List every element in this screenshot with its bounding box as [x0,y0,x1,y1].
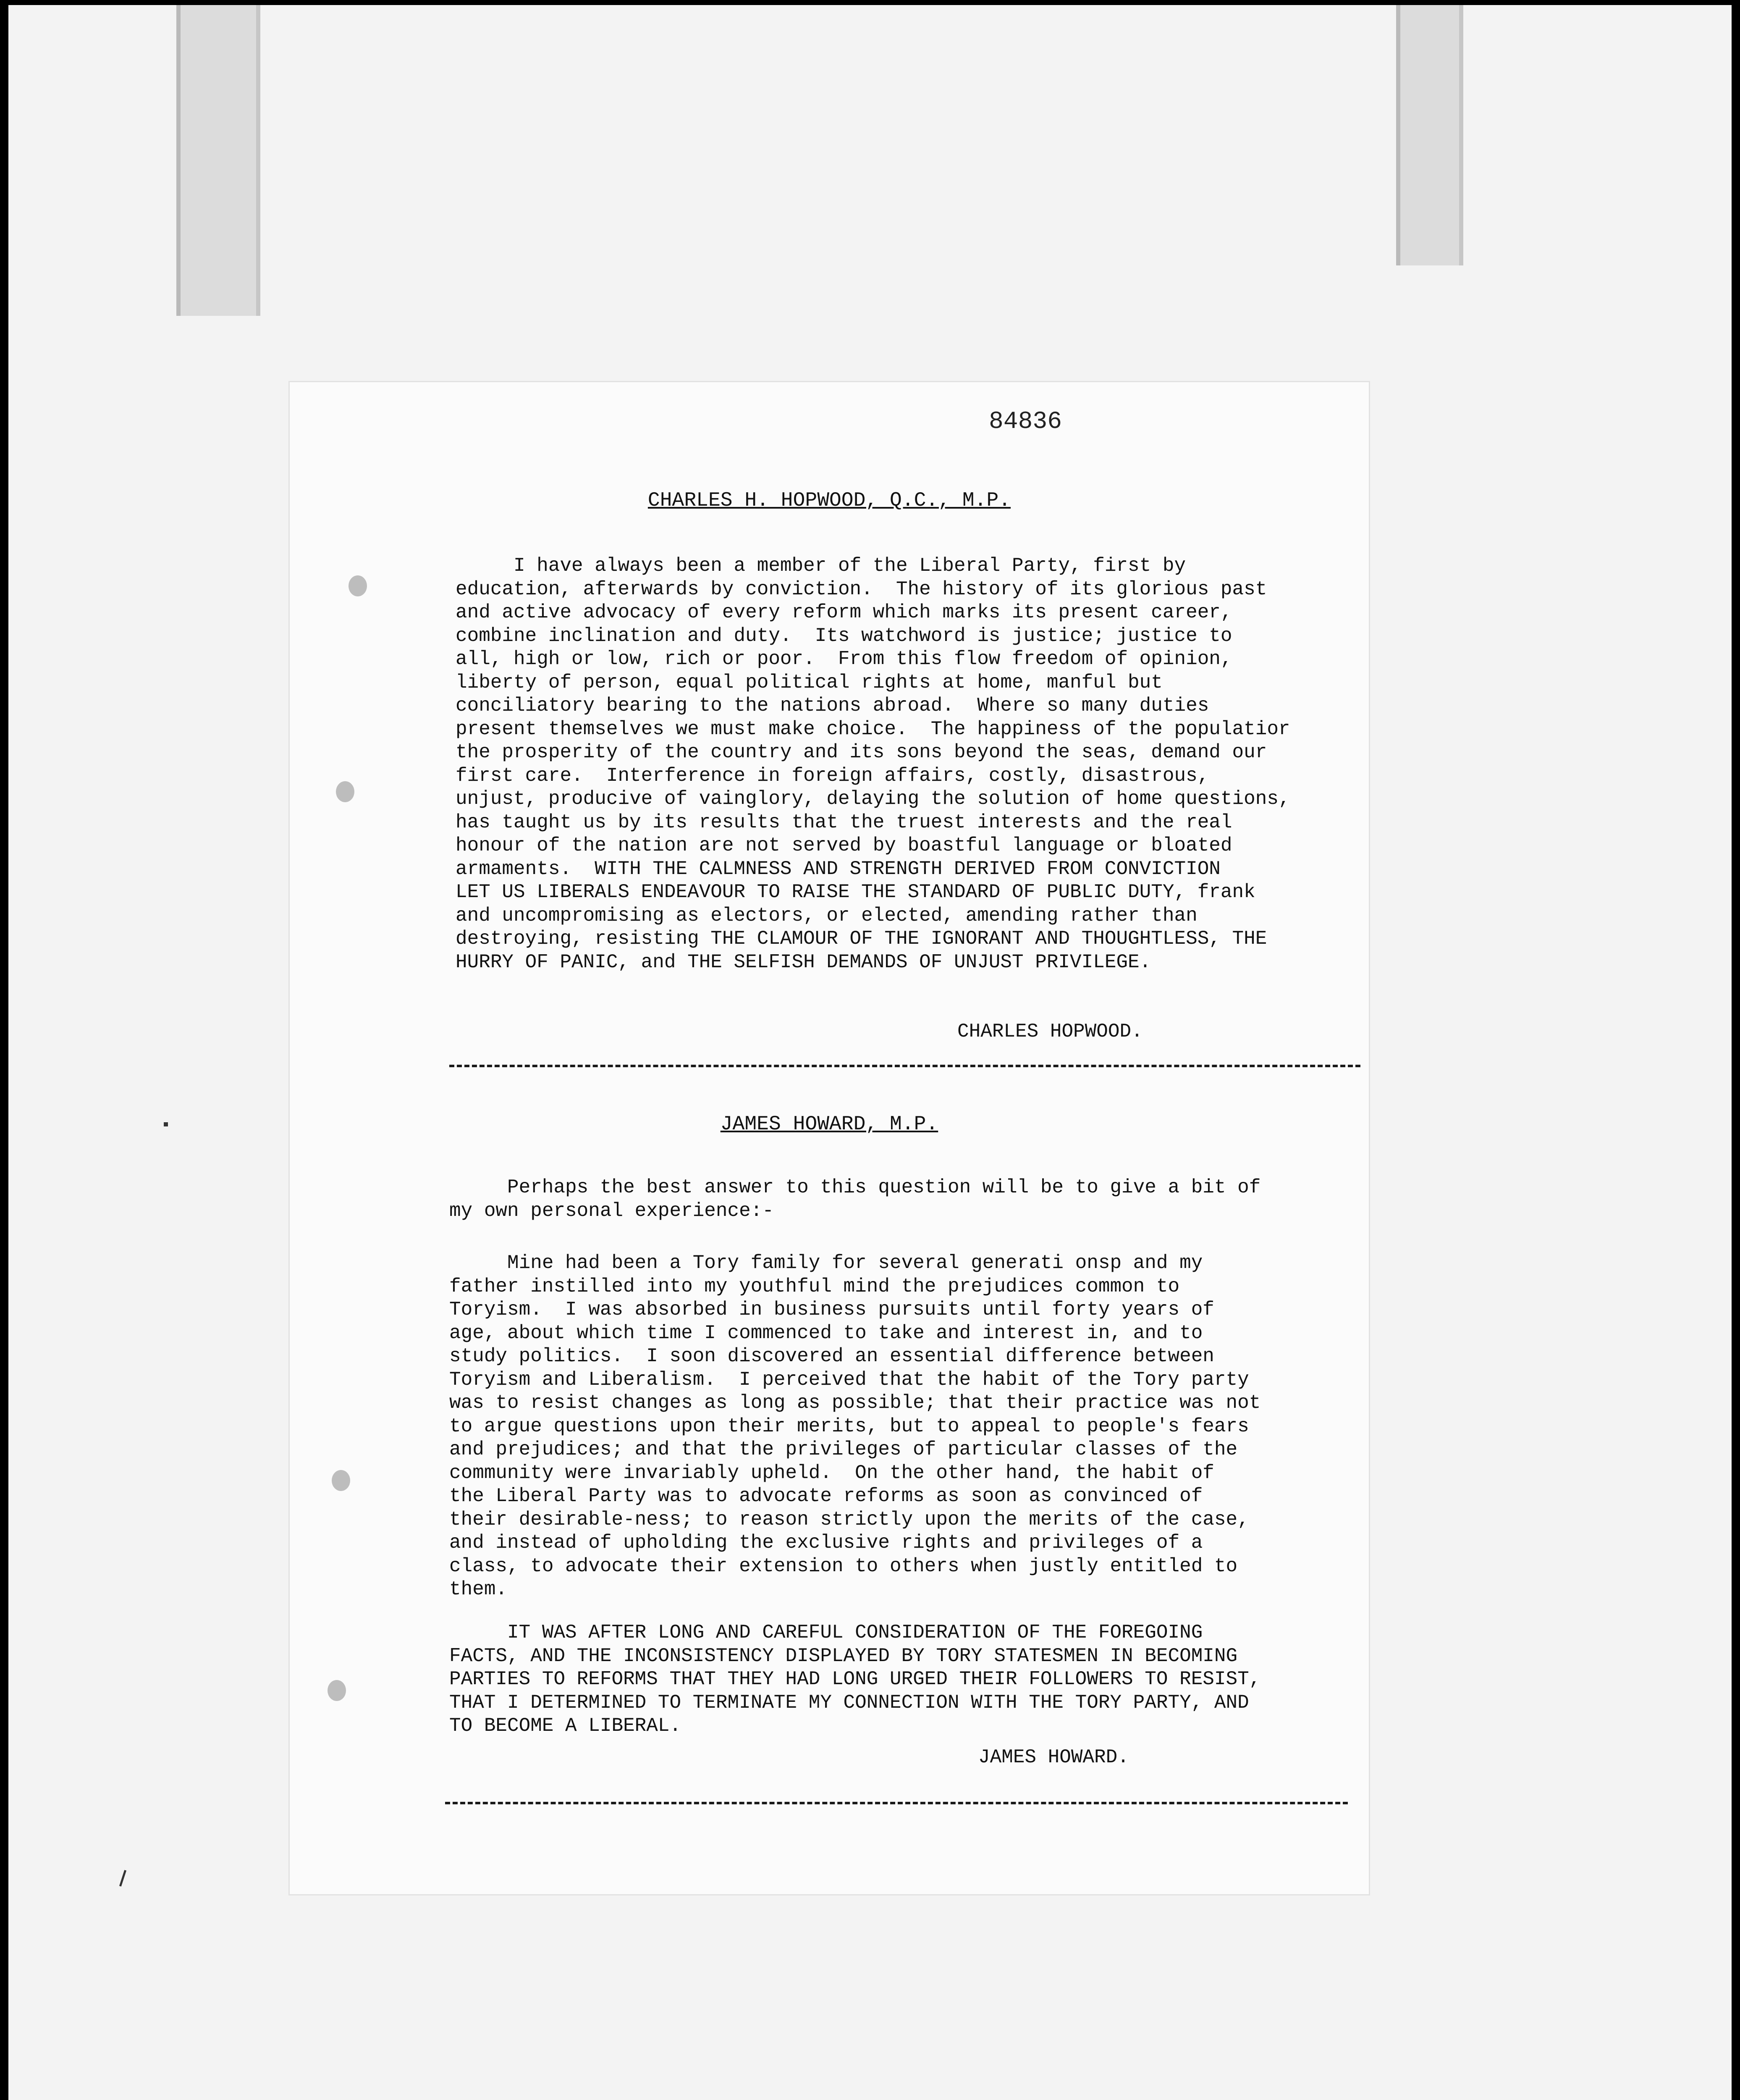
punch-hole [336,781,354,802]
punch-hole [332,1470,350,1491]
hopwood-signature: CHARLES HOPWOOD. [957,1021,1143,1042]
punch-hole [349,575,367,596]
document-number: 84836 [989,408,1062,436]
section-heading-hopwood: CHARLES H. HOPWOOD, Q.C., M.P. [647,489,1011,512]
section-heading-howard: JAMES HOWARD, M.P. [720,1113,938,1136]
howard-body: Mine had been a Tory family for several generati onsp and my father instilled into my youthful mind the prejudices common to Toryism. I was absorbed in business pursuits until forty years of age, about which time I commenced to take and interest in, and to study politics. I soon discovered an essential difference between Toryism and Liberalism. I perceived that the habit of the Tory party was to resist changes as long as possible; that their practice was not to argue questions upon their merits, but to appeal to people's fears and prejudices; and that the privileges of particular classes of the community were invariably upheld. On the other hand, the habit of the Liberal Party was to advocate reforms as soon as convinced of their desirable-ness; to reason strictly upon the merits of the case, and instead of upholding the exclusive rights and privileges of a class, to advocate their extension to others when justly entitled to them. [449,1252,1261,1600]
hopwood-body: I have always been a member of the Liberal Party, first by education, afterwards by conviction. The history of its glorious past and active advocacy of every reform which marks its present career, combine inclination and duty. Its watchword is justice; justice to all, high or low, rich or poor. From this flow freedom of opinion, liberty of person, equal political rights at home, manful but conciliatory bearing to the nations abroad. Where so many duties present themselves we must make choice. The happiness of the populatior the prosperity of the country and its sons beyond the seas, demand our first care. Interference in foreign affairs, costly, disastrous, unjust, producive of vainglory, delaying the solution of home questions, has taught us by its results that the truest interests and the real honour of the nation are not served by boastful language or bloated armaments. WITH THE CALMNESS AND STRENGTH DERIVED FROM CONVICTION LET US LIBERALS ENDEAVOUR TO RAISE THE STANDARD OF PUBLIC DUTY, frank and uncompromising as electors, or elected, amending rather than destroying, resisting THE CLAMOUR OF THE IGNORANT AND THOUGHTLESS, THE HURRY OF PANIC, and THE SELFISH DEMANDS OF UNJUST PRIVILEGE. [456,555,1290,973]
tape-strip-top-left [176,5,260,316]
document-page [290,382,1369,1894]
punch-hole [328,1680,346,1701]
speck-mark [164,1122,168,1126]
tape-strip-top-right [1396,5,1463,265]
howard-intro: Perhaps the best answer to this question will be to give a bit of my own personal experience:- [449,1176,1261,1222]
howard-signature: JAMES HOWARD. [978,1746,1129,1768]
closing-divider [445,1802,1348,1804]
howard-conclusion: IT WAS AFTER LONG AND CAREFUL CONSIDERATION OF THE FOREGOING FACTS, AND THE INCONSISTENCY DISPLAYED BY TORY STATESMEN IN BECOMING PARTIES TO REFORMS THAT THEY HAD LONG URGED THEIR FOLLOWERS TO RESIST, THAT I DETERMINED TO TERMINATE MY CONNECTION WITH THE TORY PARTY, AND TO BECOME A LIBERAL. [449,1622,1261,1737]
scratch-mark [119,1870,126,1887]
section-divider [449,1065,1360,1067]
